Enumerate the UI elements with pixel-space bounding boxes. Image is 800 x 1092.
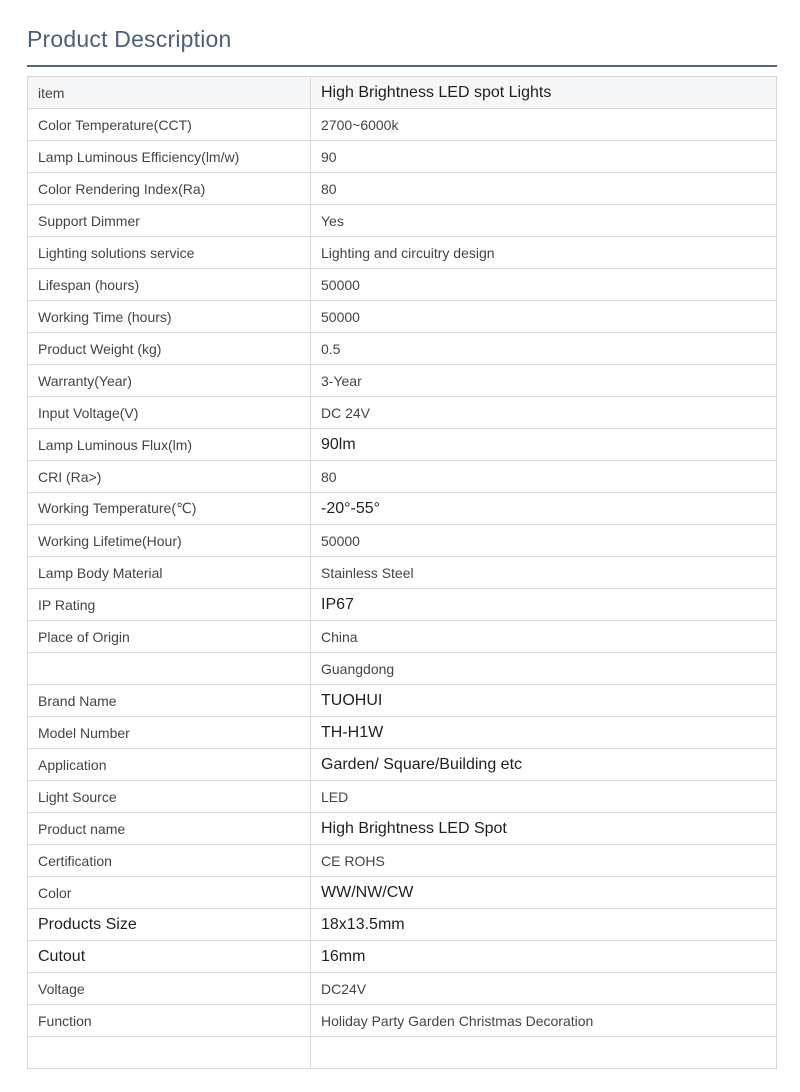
spec-label bbox=[28, 653, 311, 685]
spec-value: WW/NW/CW bbox=[311, 877, 777, 909]
spec-label: Warranty(Year) bbox=[28, 365, 311, 397]
spec-row bbox=[28, 589, 777, 621]
spec-label: Color bbox=[28, 877, 311, 909]
spec-value: Stainless Steel bbox=[311, 557, 777, 589]
spec-label: Lamp Luminous Flux(lm) bbox=[28, 429, 311, 461]
spec-row bbox=[28, 493, 777, 525]
spec-value: Holiday Party Garden Christmas Decoration bbox=[311, 1005, 777, 1037]
spec-row bbox=[28, 77, 777, 109]
spec-row bbox=[28, 301, 777, 333]
spec-label: Voltage bbox=[28, 973, 311, 1005]
spec-label: item bbox=[28, 77, 311, 109]
spec-row bbox=[28, 685, 777, 717]
spec-value: 90 bbox=[311, 141, 777, 173]
spec-label: Cutout bbox=[28, 941, 311, 973]
spec-label bbox=[28, 1037, 311, 1069]
spec-label: Model Number bbox=[28, 717, 311, 749]
spec-value: 0.5 bbox=[311, 333, 777, 365]
spec-label: Application bbox=[28, 749, 311, 781]
spec-label: IP Rating bbox=[28, 589, 311, 621]
spec-row bbox=[28, 973, 777, 1005]
spec-value: TUOHUI bbox=[311, 685, 777, 717]
spec-label: Products Size bbox=[28, 909, 311, 941]
spec-row bbox=[28, 109, 777, 141]
spec-row bbox=[28, 173, 777, 205]
spec-label: Lifespan (hours) bbox=[28, 269, 311, 301]
spec-value: DC24V bbox=[311, 973, 777, 1005]
spec-row bbox=[28, 813, 777, 845]
spec-value: LED bbox=[311, 781, 777, 813]
spec-row bbox=[28, 1005, 777, 1037]
spec-value: 50000 bbox=[311, 269, 777, 301]
spec-value: 50000 bbox=[311, 525, 777, 557]
spec-value: -20°-55° bbox=[311, 493, 777, 525]
spec-label: Place of Origin bbox=[28, 621, 311, 653]
spec-value: 80 bbox=[311, 461, 777, 493]
spec-value: 50000 bbox=[311, 301, 777, 333]
spec-value: 3-Year bbox=[311, 365, 777, 397]
spec-label: Working Temperature(℃) bbox=[28, 493, 311, 525]
spec-label: Lamp Luminous Efficiency(lm/w) bbox=[28, 141, 311, 173]
spec-table-body bbox=[28, 77, 777, 1069]
spec-row bbox=[28, 461, 777, 493]
spec-row bbox=[28, 525, 777, 557]
spec-label: Input Voltage(V) bbox=[28, 397, 311, 429]
spec-value: Yes bbox=[311, 205, 777, 237]
spec-row bbox=[28, 621, 777, 653]
spec-value: TH-H1W bbox=[311, 717, 777, 749]
spec-row bbox=[28, 141, 777, 173]
spec-row bbox=[28, 749, 777, 781]
spec-label: Lamp Body Material bbox=[28, 557, 311, 589]
spec-label: Support Dimmer bbox=[28, 205, 311, 237]
spec-label: Working Time (hours) bbox=[28, 301, 311, 333]
spec-value: 16mm bbox=[311, 941, 777, 973]
spec-row bbox=[28, 237, 777, 269]
spec-value: 2700~6000k bbox=[311, 109, 777, 141]
spec-value: CE ROHS bbox=[311, 845, 777, 877]
spec-value: High Brightness LED spot Lights bbox=[311, 77, 777, 109]
spec-row bbox=[28, 1037, 777, 1069]
spec-value: 90lm bbox=[311, 429, 777, 461]
spec-row bbox=[28, 717, 777, 749]
spec-value: Lighting and circuitry design bbox=[311, 237, 777, 269]
spec-row bbox=[28, 557, 777, 589]
spec-row bbox=[28, 429, 777, 461]
spec-value: Garden/ Square/Building etc bbox=[311, 749, 777, 781]
spec-row bbox=[28, 205, 777, 237]
spec-row bbox=[28, 877, 777, 909]
spec-row bbox=[28, 269, 777, 301]
spec-label: Certification bbox=[28, 845, 311, 877]
spec-label: Product Weight (kg) bbox=[28, 333, 311, 365]
spec-label: Brand Name bbox=[28, 685, 311, 717]
spec-value: 18x13.5mm bbox=[311, 909, 777, 941]
spec-row bbox=[28, 941, 777, 973]
spec-label: Lighting solutions service bbox=[28, 237, 311, 269]
spec-row bbox=[28, 781, 777, 813]
spec-row bbox=[28, 653, 777, 685]
spec-label: Product name bbox=[28, 813, 311, 845]
spec-label: CRI (Ra>) bbox=[28, 461, 311, 493]
spec-row bbox=[28, 845, 777, 877]
spec-value: Guangdong bbox=[311, 653, 777, 685]
spec-row bbox=[28, 909, 777, 941]
spec-value: China bbox=[311, 621, 777, 653]
title-divider bbox=[27, 65, 777, 67]
spec-row bbox=[28, 333, 777, 365]
spec-label: Color Rendering Index(Ra) bbox=[28, 173, 311, 205]
section-title: Product Description bbox=[27, 26, 232, 52]
spec-value: IP67 bbox=[311, 589, 777, 621]
spec-value: High Brightness LED Spot bbox=[311, 813, 777, 845]
spec-label: Function bbox=[28, 1005, 311, 1037]
spec-label: Light Source bbox=[28, 781, 311, 813]
spec-row bbox=[28, 365, 777, 397]
spec-label: Working Lifetime(Hour) bbox=[28, 525, 311, 557]
spec-value: DC 24V bbox=[311, 397, 777, 429]
spec-value bbox=[311, 1037, 777, 1069]
spec-value: 80 bbox=[311, 173, 777, 205]
spec-row bbox=[28, 397, 777, 429]
spec-label: Color Temperature(CCT) bbox=[28, 109, 311, 141]
spec-table bbox=[27, 76, 777, 1069]
